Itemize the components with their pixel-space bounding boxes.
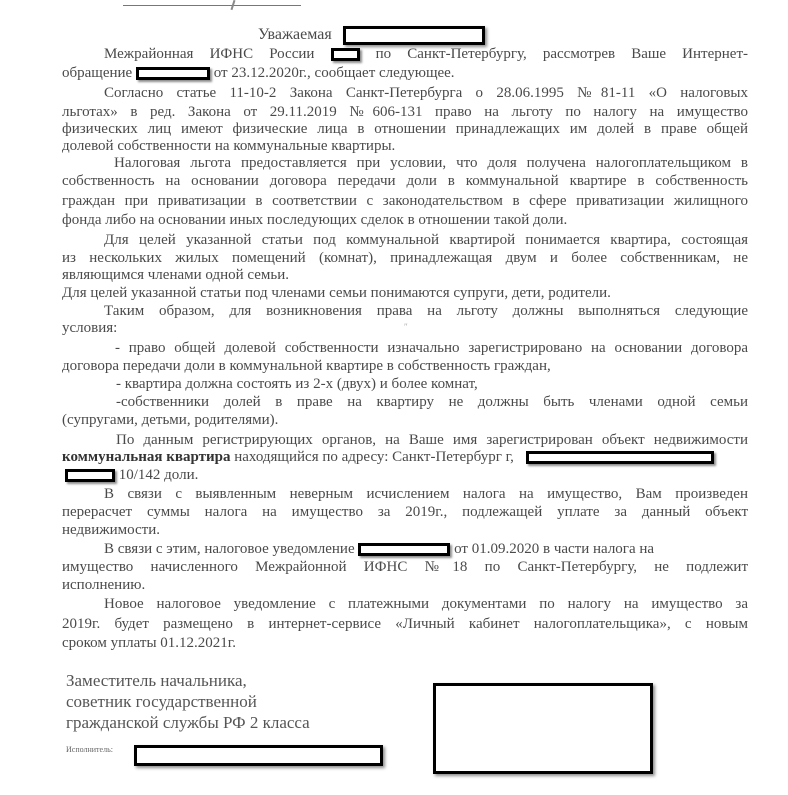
text-line [62,212,748,228]
text-line [62,522,748,538]
signer-position-line-3: гражданской службы РФ 2 класса [66,713,310,732]
text-line [62,250,748,266]
text-line [62,577,748,593]
redacted-field [358,543,450,556]
text-line [62,616,748,632]
redacted-field [136,67,210,80]
text-line [62,358,748,374]
text-line [104,85,748,101]
line-text: обращение [62,65,133,81]
bold-text: коммунальная квартира [62,449,231,465]
text-line [104,541,748,557]
text-line [115,340,748,356]
text-line [104,486,748,502]
signer-position-line-2: советник государственной [66,692,257,711]
scan-mark: ″ [404,322,408,332]
line-text: из нескольких жилых помещений (комнат), принадлежащая двум и более собственникам, не [62,250,748,266]
line-text: условия: [62,320,118,336]
greeting [258,26,332,44]
text-line [62,635,748,651]
line-text: Налоговая льгота предоставляется при условии, что доля получена налогоплательщиком в [114,155,748,171]
line-text: Новое налоговое уведомление с платежными документами по налогу на имущество за [104,596,748,612]
redacted-field [526,451,714,464]
line-text: договора передачи доли в коммунальной квартире в собственность граждан, [62,358,551,374]
line-text: собственность на основании договора передачи доли в коммунальной квартире в собственность [62,173,748,189]
text-line [116,394,748,410]
text-line [104,303,748,319]
line-text: от 01.09.2020 в части налога на [454,541,655,557]
redacted-field [65,469,115,482]
line-text: В связи с выявленным неверным исчислением налога на имущество, Вам произведен [104,486,748,502]
signer-position-line-1: Заместитель начальника, [66,671,247,690]
line-text: В связи с этим, налоговое уведомление [104,541,355,557]
text-line [62,267,748,283]
redacted-signature [433,683,653,774]
line-text: - право общей долевой собственности изначально зарегистрировано на основании договора [115,340,748,356]
text-line [62,449,714,465]
redacted-executor [134,745,383,766]
executor-label: Исполнитель: [66,745,113,754]
text-line [62,193,748,209]
line-text: Согласно статье 11-10-2 Закона Санкт-Петербурга о 28.06.1995 №81-11 «О налоговых [104,85,748,101]
line-text: недвижимости. [62,522,160,538]
line-text: Таким образом, для возникновения права на льготу должны выполняться следующие [104,303,748,319]
line-text: Межрайонная ИФНС России [104,46,315,62]
greeting-text: Уважаемая [258,26,332,43]
text-line [62,173,748,189]
line-text: -собственники долей в праве на квартиру не должны быть членами одной семьи [116,394,748,410]
text-line [114,155,748,171]
text-line [62,559,748,575]
line-text: Для целей указанной статьи под коммунальной квартирой понимается квартира, состоящая [104,232,748,248]
line-text: являющимся членами одной семьи. [62,267,290,283]
line-text: граждан при приватизации в соответствии с законодательством в сфере приватизации жилищного [62,193,748,209]
line-text: перерасчет суммы налога на имущество за 2019г., подлежащей уплате за данный объект [62,504,748,520]
text-line [62,285,748,301]
header-rule [123,5,301,6]
line-text: 2019г. будет размещено в интернет-сервисе «Личный кабинет налогоплательщика», с новым [62,616,748,632]
line-text: сроком уплаты 01.12.2021г. [62,635,237,651]
line-text: находящийся по адресу: Санкт-Петербург г, [230,449,514,465]
line-text: от 23.12.2020г., сообщает следующее. [213,65,455,81]
text-line [62,138,748,154]
text-line [116,432,748,448]
line-text: исполнению. [62,577,146,593]
text-line [104,46,748,62]
line-text: льготах» в ред. Закона от 29.11.2019 №606-131 право на льготу по налогу на имущество [62,104,748,120]
line-text: 10/142 доли. [118,467,199,483]
text-line [104,232,748,248]
line-text: Для целей указанной статьи под членами семьи понимаются супруги, дети, родители. [62,285,611,301]
line-text: По данным регистрирующих органов, на Ваше имя зарегистрирован объект недвижимости [116,432,748,448]
text-line [104,596,748,612]
text-line [65,467,748,483]
line-text: (супругами, детьми, родителями). [62,412,279,428]
line-text: - квартира должна состоять из 2-х (двух) и более комнат, [116,376,478,392]
text-line [62,412,748,428]
line-text: фонда либо на основании иных последующих сделок в отношении такой доли. [62,212,568,228]
text-line [62,504,748,520]
text-line [116,376,748,392]
text-line [62,121,748,137]
text-line [62,104,748,120]
line-text: физических лиц имеют физические лица в отношении принадлежащих им долей в праве общей [62,121,748,137]
line-text: долевой собственности на коммунальные квартиры. [62,138,396,154]
line-text: по Санкт-Петербургу, рассмотрев Ваше Интернет- [375,46,748,62]
redacted-field [331,48,360,61]
text-line [62,65,748,81]
line-text: имущество начисленного Межрайонной ИФНС №18 по Санкт-Петербургу, не подлежит [62,559,748,575]
redacted-recipient-name [343,26,485,45]
